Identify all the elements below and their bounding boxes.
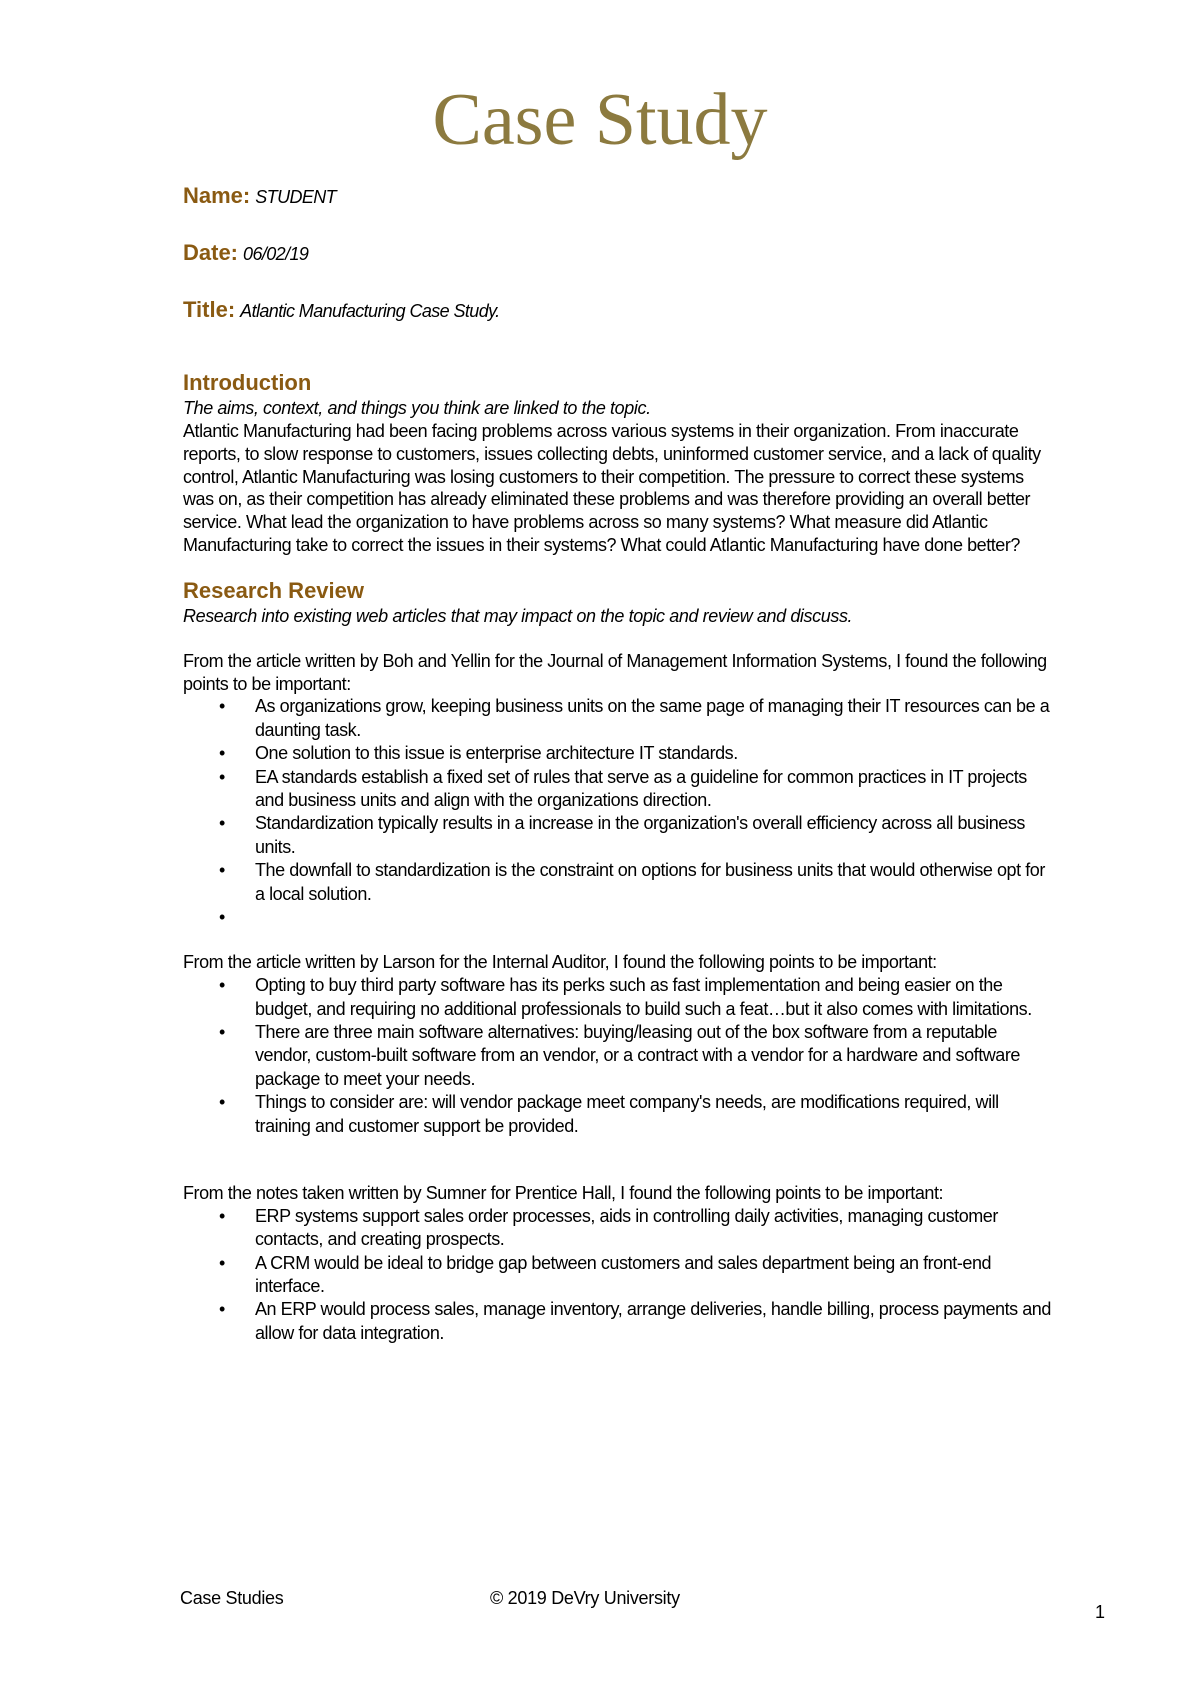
article3-intro: From the notes taken written by Sumner for Prentice Hall, I found the following points to be important:: [183, 1183, 944, 1204]
article1-list: [183, 695, 1053, 929]
footer-copyright: © 2019 DeVry University: [490, 1588, 680, 1608]
list-item: • An ERP would process sales, manage inventory, arrange deliveries, handle billing, process payments and allow for data integration.: [255, 1298, 1053, 1345]
list-item: • The downfall to standardization is the constraint on options for business units that would otherwise opt for a local solution.: [255, 859, 1053, 906]
list-item: • There are three main software alternatives: buying/leasing out of the box software from a reputable vendor, custom-built software from an vendor, or a contract with a vendor for a hardware and software package to meet your needs.: [255, 1021, 1053, 1091]
name-label: Name:: [183, 183, 251, 208]
list-item: • A CRM would be ideal to bridge gap between customers and sales department being an front-end interface.: [255, 1252, 1053, 1299]
list-item: • ERP systems support sales order processes, aids in controlling daily activities, managing customer contacts, and creating prospects.: [255, 1205, 1053, 1252]
list-item: • EA standards establish a fixed set of rules that serve as a guideline for common practices in IT projects and business units and align with the organizations direction.: [255, 766, 1053, 813]
date-label: Date:: [183, 240, 239, 265]
list-item: • Things to consider are: will vendor package meet company's needs, are modifications required, will training and customer support be provided.: [255, 1091, 1053, 1138]
research-review-heading: Research Review: [183, 577, 364, 603]
research-review-subtitle: Research into existing web articles that may impact on the topic and review and discuss.: [183, 605, 853, 626]
spacer: [183, 929, 1053, 951]
document-title: Case Study: [432, 79, 768, 161]
introduction-subtitle: The aims, context, and things you think are linked to the topic.: [183, 398, 651, 418]
article2-intro: From the article written by Larson for the Internal Auditor, I found the following points to be important:: [183, 952, 937, 973]
list-item: • One solution to this issue is enterprise architecture IT standards.: [255, 742, 1053, 765]
article1-intro: From the article written by Boh and Yellin for the Journal of Management Information Systems, I found the following points to be important:: [183, 650, 1047, 694]
list-item: • As organizations grow, keeping business units on the same page of managing their IT resources can be a daunting task.: [255, 695, 1053, 742]
name-value: STUDENT: [255, 187, 337, 207]
introduction-heading: Introduction: [183, 370, 312, 395]
date-value: 06/02/19: [243, 244, 309, 264]
spacer: [183, 1138, 1053, 1182]
introduction-body: Atlantic Manufacturing had been facing problems across various systems in their organization. From inaccurate reports, to slow response to customers, issues collecting debts, uninformed customer service, and a lack of quality control, Atlantic Manufacturing was losing customers to their competition. The pressure to correct these systems was on, as their competition has already eliminated these problems and was therefore providing an overall better service. What lead the organization to have problems across so many systems? What measure did Atlantic Manufacturing take to correct the issues in their systems? What could Atlantic Manufacturing have done better?: [183, 421, 1041, 555]
title-label: Title:: [183, 297, 236, 322]
document-body: [183, 184, 1053, 1345]
date-field: [183, 241, 1053, 266]
page-number: 1: [1095, 1602, 1105, 1622]
name-field: [183, 184, 1053, 209]
article3-list: [183, 1205, 1053, 1345]
list-item: [255, 906, 1053, 929]
spacer: [183, 628, 1053, 650]
footer-left: Case Studies: [180, 1588, 284, 1608]
list-item: • Standardization typically results in a increase in the organization's overall efficiency across all business units.: [255, 812, 1053, 859]
title-field: [183, 298, 1053, 323]
list-item: • Opting to buy third party software has its perks such as fast implementation and being easier on the budget, and requiring no additional professionals to build such a feat…but it also comes with limitations.: [255, 974, 1053, 1021]
title-value: Atlantic Manufacturing Case Study.: [240, 301, 500, 321]
article2-list: [183, 974, 1053, 1138]
